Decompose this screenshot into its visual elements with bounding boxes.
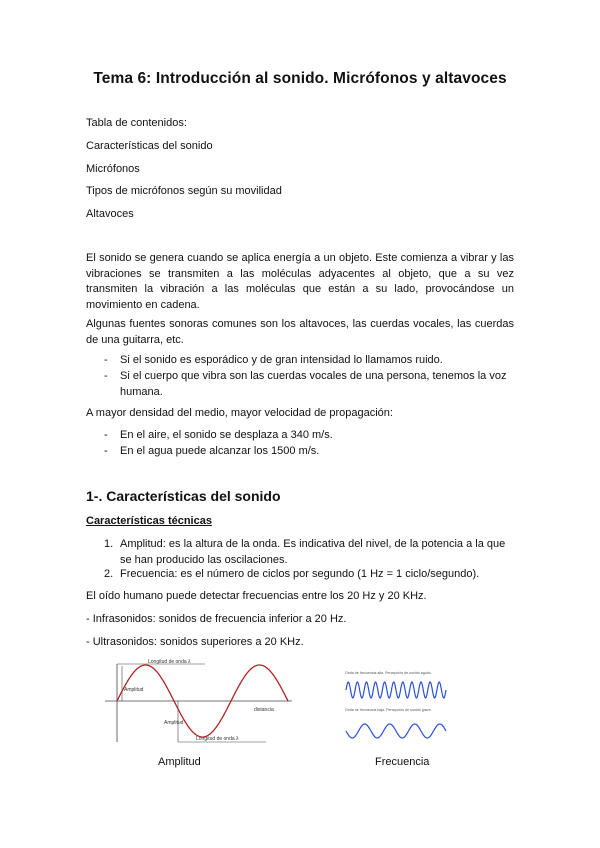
low-frequency-wave (346, 724, 446, 738)
bullet-mark: - (104, 354, 108, 366)
body-text: - Ultrasonidos: sonidos superiores a 20 KHz. (86, 636, 304, 648)
amplitude-label: Amplitud (164, 720, 184, 726)
wavelength-label: Longitud de onda λ (196, 736, 239, 742)
numbered-item (104, 537, 514, 568)
section-heading: 1-. Características del sonido (86, 488, 281, 504)
figure-caption: Amplitud (158, 756, 201, 768)
body-text: - Infrasonidos: sonidos de frecuencia inferior a 20 Hz. (86, 613, 347, 625)
item-number: 1. (104, 538, 114, 550)
wavelength-label: Longitud de onda λ (148, 659, 191, 665)
bullet-text: Si el sonido es esporádico y de gran intensidad lo llamamos ruido. (120, 354, 443, 366)
intro-paragraph: El sonido se genera cuando se aplica energía a un objeto. Este comienza a vibrar y las vibraciones se transmiten a las moléculas adyacentes al objeto, que a su vez transmiten la vibración a las moléculas que están a su lado, provocándose un movimiento en cadena. (86, 252, 514, 311)
item-text: Frecuencia: es el número de ciclos por segundo (1 Hz = 1 ciclo/segundo). (120, 568, 480, 580)
bullet-item (104, 444, 514, 460)
page-title: Tema 6: Introducción al sonido. Micrófonos y altavoces (93, 70, 507, 87)
bullet-item (104, 428, 514, 444)
intro-paragraph: Algunas fuentes sonoras comunes son los altavoces, las cuerdas vocales, las cuerdas de una guitarra, etc. (86, 318, 514, 346)
bullet-item (104, 353, 514, 369)
body-text: El oído humano puede detectar frecuencias entre los 20 Hz y 20 KHz. (86, 590, 427, 602)
item-number: 2. (104, 568, 114, 580)
amplitude-figure (100, 656, 300, 746)
distance-label: distancia (254, 707, 274, 713)
high-frequency-label: Onda de frecuencia alta. Percepción de sonido agudo. (345, 671, 432, 675)
bullet-text: Si el cuerpo que vibra son las cuerdas vocales de una persona, tenemos la voz humana. (120, 370, 507, 398)
low-frequency-label: Onda de frecuencia baja. Percepción de sonido grave. (345, 708, 432, 712)
figure-caption: Frecuencia (375, 756, 430, 768)
bullet-item (104, 369, 514, 400)
bullet-text: En el aire, el sonido se desplaza a 340 m/s. (120, 429, 333, 441)
numbered-item (104, 567, 514, 583)
toc-heading: Tabla de contenidos: (86, 117, 187, 129)
toc-item[interactable]: Micrófonos (86, 163, 140, 175)
toc-item[interactable]: Altavoces (86, 208, 134, 220)
bullet-text: En el agua puede alcanzar los 1500 m/s. (120, 445, 320, 457)
intro-paragraph: A mayor densidad del medio, mayor velocidad de propagación: (86, 407, 393, 419)
toc-item[interactable]: Características del sonido (86, 140, 213, 152)
bullet-mark: - (104, 445, 108, 457)
item-text: Amplitud: es la altura de la onda. Es indicativa del nivel, de la potencia a la que se han producido las oscilaciones. (120, 538, 506, 566)
amplitude-label: Amplitud (124, 687, 144, 693)
toc-item[interactable]: Tipos de micrófonos según su movilidad (86, 185, 282, 197)
high-frequency-wave (346, 682, 446, 698)
section-subheading: Características técnicas (86, 515, 212, 527)
bullet-mark: - (104, 429, 108, 441)
frequency-figure (338, 668, 458, 748)
bullet-mark: - (104, 370, 108, 382)
